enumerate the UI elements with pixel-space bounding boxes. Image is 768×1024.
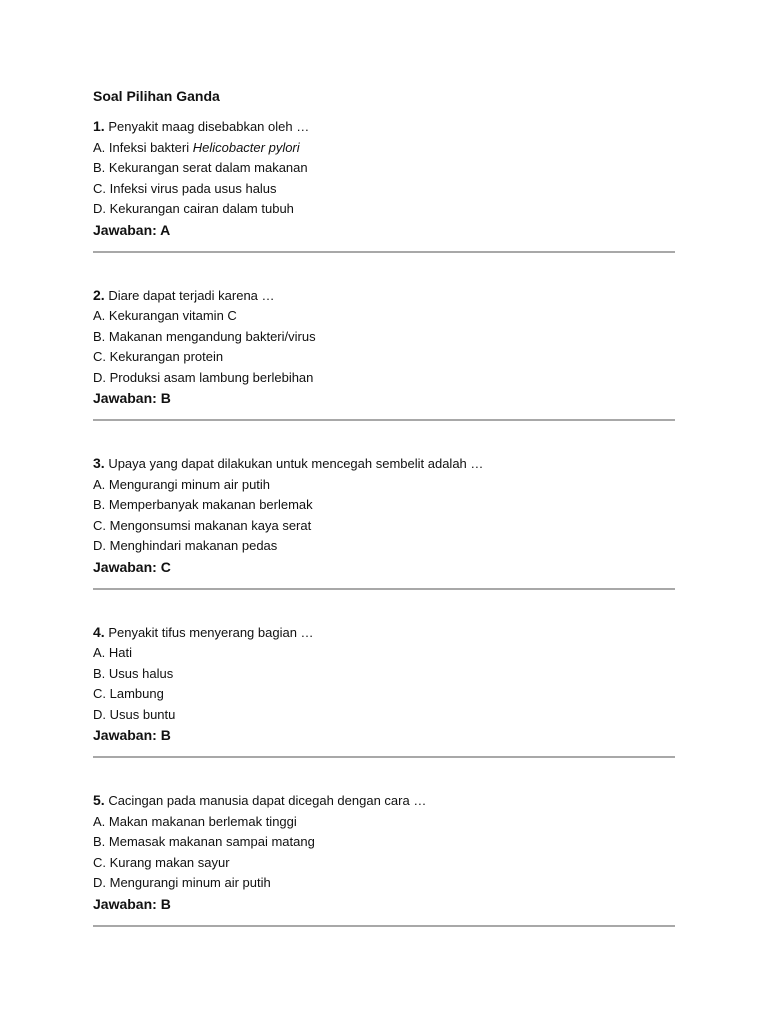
question-number: 1. — [93, 118, 105, 134]
question-number: 4. — [93, 623, 105, 640]
question-text: Diare dapat terjadi karena … — [108, 287, 275, 303]
option-text: A. Kekurangan vitamin C — [93, 308, 237, 323]
answer-key: Jawaban: C — [93, 558, 171, 575]
answer-option — [93, 684, 675, 705]
answer-option — [93, 536, 675, 557]
option-text: A. Hati — [93, 645, 133, 660]
divider — [93, 756, 675, 758]
question-block — [93, 453, 675, 590]
divider — [93, 588, 675, 590]
question-list — [93, 116, 675, 927]
answer-key: Jawaban: B — [93, 390, 171, 406]
answer-option — [93, 138, 675, 159]
option-text: D. Menghindari makanan pedas — [93, 538, 278, 553]
question-number: 3. — [93, 455, 105, 471]
answer-option — [93, 475, 675, 496]
question-block — [93, 116, 675, 253]
question-block — [93, 285, 675, 422]
document-page — [93, 86, 675, 927]
answer-option — [93, 705, 675, 726]
question-line — [93, 285, 675, 307]
option-text: A. Infeksi bakteri — [93, 139, 193, 155]
answer-option — [93, 179, 675, 200]
option-text: B. Memperbanyak makanan berlemak — [93, 497, 313, 512]
question-line — [93, 116, 675, 138]
answer-option — [93, 368, 675, 389]
answer-option — [93, 853, 675, 874]
option-italic-text: Helicobacter pylori — [192, 139, 300, 155]
answer-key: Jawaban: B — [93, 895, 171, 912]
question-line — [93, 453, 675, 475]
question-number: 5. — [93, 792, 105, 808]
answer-key: Jawaban: B — [93, 727, 171, 743]
divider — [93, 925, 675, 927]
answer-option — [93, 306, 675, 327]
option-text: A. Makan makanan berlemak tinggi — [93, 813, 297, 829]
option-text: B. Usus halus — [93, 665, 174, 681]
answer-option — [93, 199, 675, 220]
option-text: B. Makanan mengandung bakteri/virus — [93, 328, 316, 344]
answer-option — [93, 158, 675, 179]
answer-option — [93, 812, 675, 833]
question-line — [93, 790, 675, 812]
answer-option — [93, 516, 675, 537]
option-text: D. Produksi asam lambung berlebihan — [93, 369, 314, 385]
option-text: B. Memasak makanan sampai matang — [93, 834, 315, 849]
option-text: C. Mengonsumsi makanan kaya serat — [93, 517, 312, 533]
option-text: D. Kekurangan cairan dalam tubuh — [93, 201, 294, 216]
option-text: C. Kekurangan protein — [93, 349, 224, 364]
answer-option — [93, 664, 675, 685]
answer-option — [93, 495, 675, 516]
question-text: Penyakit tifus menyerang bagian … — [108, 624, 314, 640]
answer-option — [93, 643, 675, 664]
answer-option — [93, 327, 675, 348]
option-text: D. Mengurangi minum air putih — [93, 875, 271, 890]
option-text: B. Kekurangan serat dalam makanan — [93, 160, 308, 175]
option-text: D. Usus buntu — [93, 706, 176, 722]
option-text: C. Lambung — [93, 686, 164, 701]
question-number: 2. — [93, 286, 105, 303]
option-text: C. Infeksi virus pada usus halus — [93, 180, 277, 196]
question-block — [93, 790, 675, 927]
question-line — [93, 622, 675, 644]
option-text: A. Mengurangi minum air putih — [93, 476, 271, 492]
answer-option — [93, 873, 675, 894]
question-text: Penyakit maag disebabkan oleh … — [108, 119, 310, 134]
question-text: Cacingan pada manusia dapat dicegah dengan cara … — [108, 793, 427, 808]
divider — [93, 251, 675, 253]
question-text: Upaya yang dapat dilakukan untuk mencegah sembelit adalah … — [108, 456, 484, 471]
divider — [93, 419, 675, 421]
answer-option — [93, 832, 675, 853]
document-title: Soal Pilihan Ganda — [93, 88, 220, 104]
question-block — [93, 622, 675, 759]
answer-key: Jawaban: A — [93, 221, 171, 238]
answer-option — [93, 347, 675, 368]
option-text: C. Kurang makan sayur — [93, 854, 230, 870]
